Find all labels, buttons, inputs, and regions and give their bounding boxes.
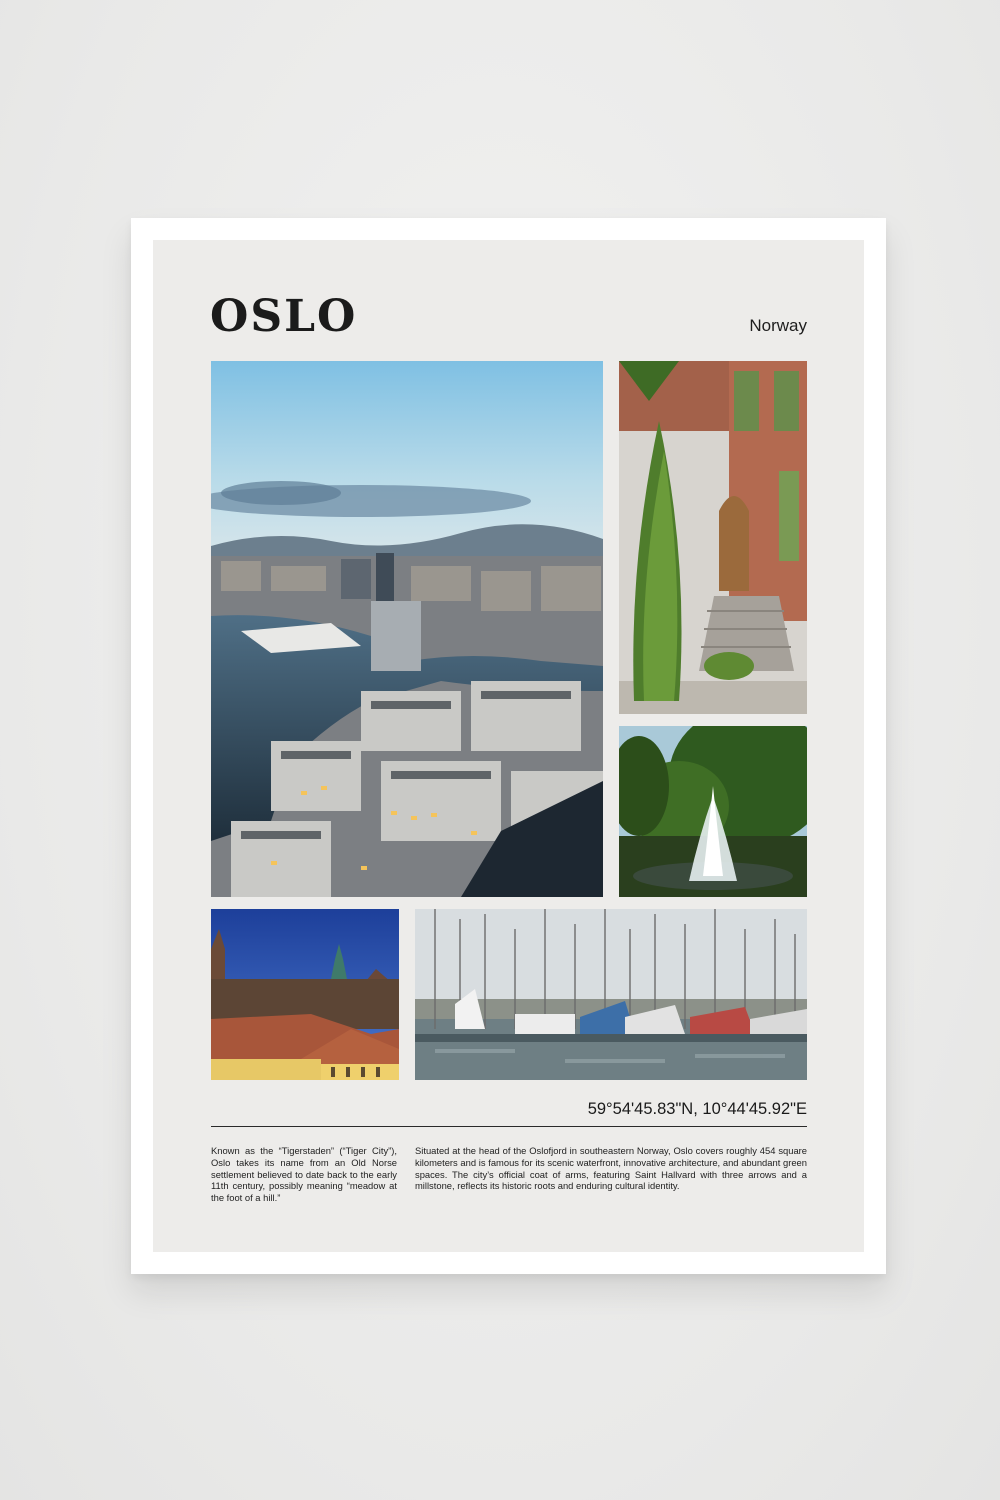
church-rooftops-photo [211,909,399,1080]
description-right: Situated at the head of the Oslofjord in southeastern Norway, Oslo covers roughly 454 square kilometers and is famous for its scenic waterfront, innovative architecture, and abundant green spaces. The city’s official coat of arms, featuring Saint Hallvard with three arrows and a millstone, reflects its historic roots and enduring cultural identity. [415,1145,807,1192]
country-label: Norway [749,316,807,335]
coordinates-label: 59°54'45.83"N, 10°44'45.92"E [587,1100,807,1118]
building-door-photo [619,361,807,714]
city-title: OSLO [210,291,358,342]
aerial-city-photo [211,361,603,897]
divider-line [211,1126,807,1127]
park-fountain-photo [619,726,807,897]
marina-boats-photo [415,909,807,1080]
description-left: Known as the “Tigerstaden” (“Tiger City”), Oslo takes its name from an Old Norse settlement believed to date back to the early 11th century, possibly meaning “meadow at the foot of a hill.” [211,1145,397,1204]
